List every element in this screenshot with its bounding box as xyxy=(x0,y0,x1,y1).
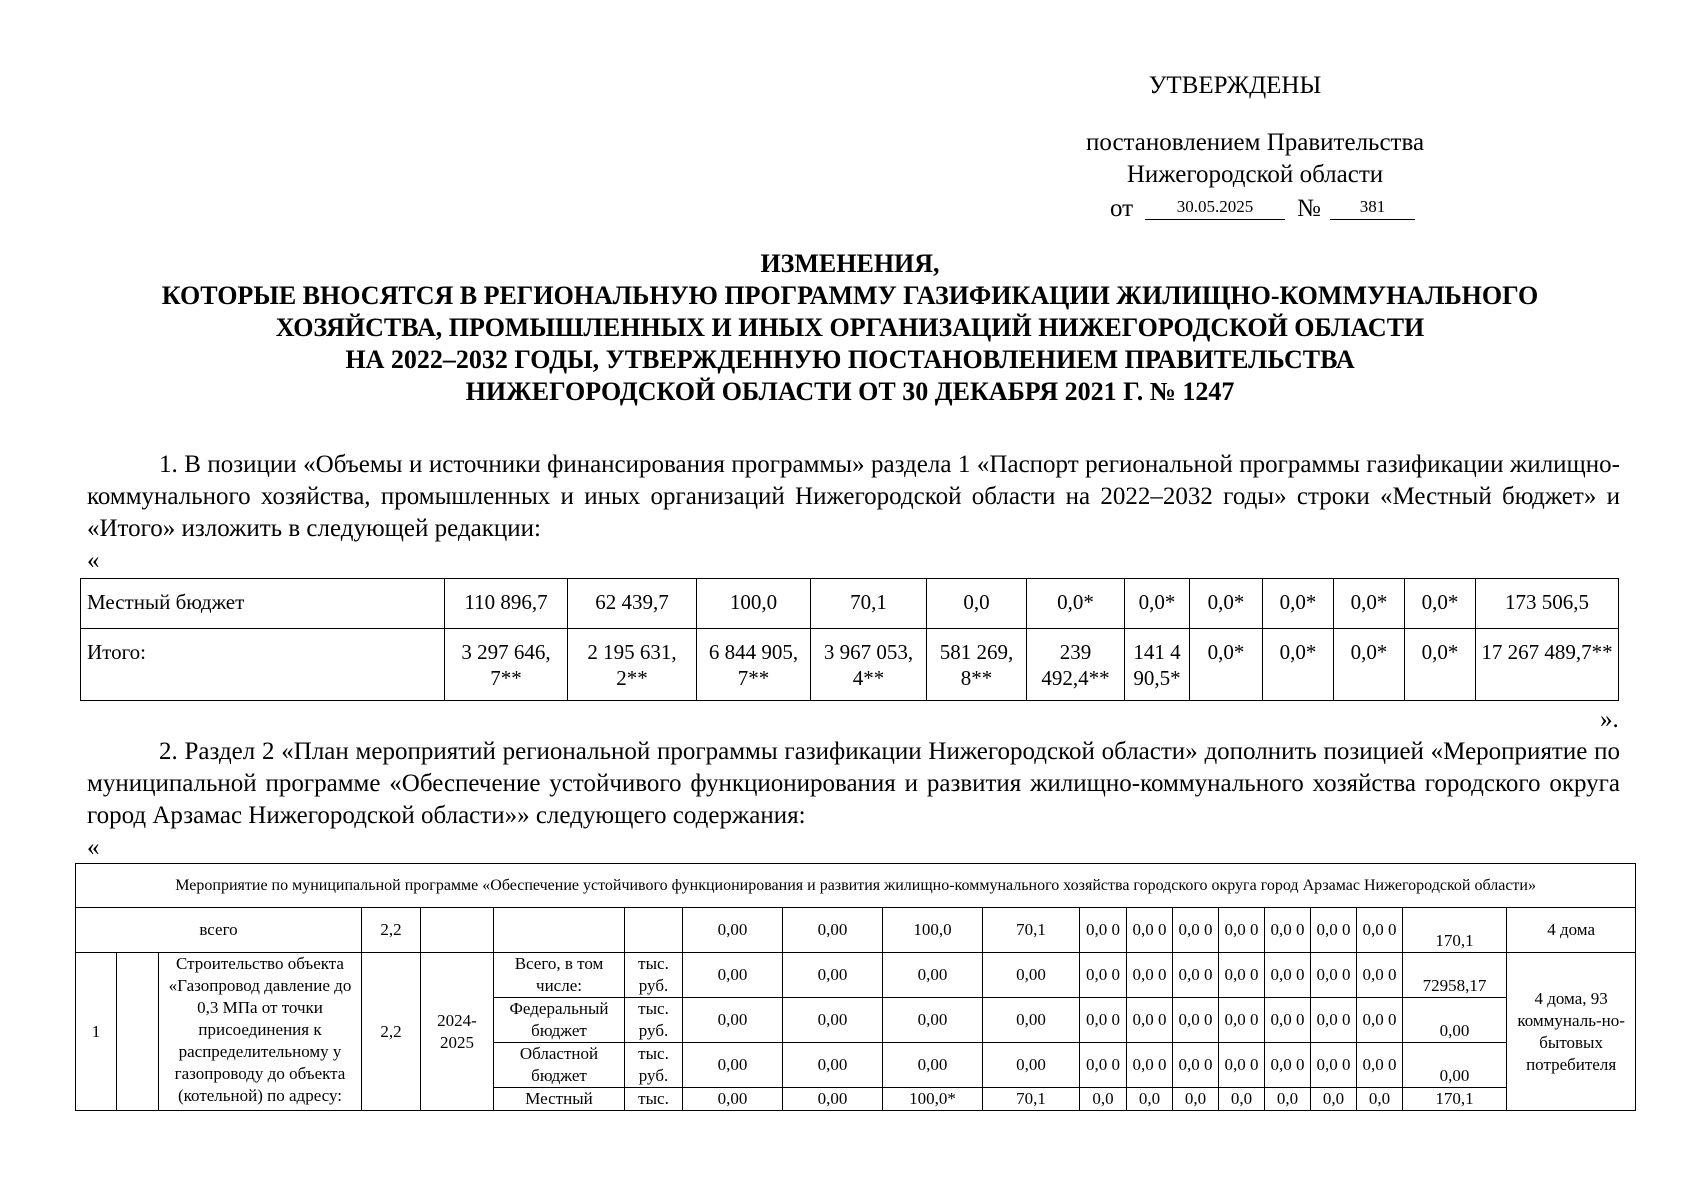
paragraph-1: 1. В позиции «Объемы и источники финансирования программы» раздела 1 «Паспорт региональной программы газификации жилищно-коммунального хозяйства, промышленных и иных организаций Нижегородской области на 2022–2032 годы» строки «Местный бюджет» и «Итого» изложить в следующей редакции: xyxy=(87,451,1620,542)
table-cell: 0,0 0 xyxy=(1219,908,1265,953)
table-cell: 0,00 xyxy=(683,953,783,998)
open-quote: « xyxy=(87,834,100,861)
row-label: Местный бюджет xyxy=(81,579,445,629)
source-cell: Областной бюджет xyxy=(494,1043,625,1088)
source-cell: Местный xyxy=(494,1088,625,1111)
table-cell: 0,0 xyxy=(1173,1088,1219,1111)
table-cell: 0,00 xyxy=(683,998,783,1043)
table-cell: 0,0* xyxy=(1190,579,1263,629)
table-cell: 0,0 0 xyxy=(1173,1043,1219,1088)
table-cell: 2 195 631, 2** xyxy=(568,629,697,701)
table-cell: 0,00 xyxy=(783,1043,883,1088)
table-cell: 0,0* xyxy=(1190,629,1263,701)
table-cell: 0,00 xyxy=(883,953,983,998)
table-cell: 0,0 0 xyxy=(1080,998,1127,1043)
table-cell: 2,2 xyxy=(362,908,421,953)
table-cell: 72958,17 xyxy=(1403,953,1507,998)
empty-cell xyxy=(117,953,159,1111)
table-cell: 0,00 xyxy=(983,953,1080,998)
table-cell: 0,00 xyxy=(983,1043,1080,1088)
table-cell: 0,0 0 xyxy=(1265,998,1311,1043)
unit-cell: тыс. руб. xyxy=(625,998,683,1043)
table-cell: 0,0 xyxy=(1080,1088,1127,1111)
item-object: Строительство объекта «Газопровод давление до 0,3 МПа от точки присоединения к распределительному у газопроводу до объекта (котельной) по адресу: xyxy=(159,953,362,1111)
table-cell: 0,0 0 xyxy=(1265,1043,1311,1088)
heading-line: ИЗМЕНЕНИЯ, xyxy=(760,249,940,278)
total-label: всего xyxy=(76,908,362,953)
table-cell: 0,00 xyxy=(783,998,883,1043)
table-cell: 173 506,5 xyxy=(1476,579,1619,629)
heading-line: КОТОРЫЕ ВНОСЯТСЯ В РЕГИОНАЛЬНУЮ ПРОГРАММУ ГАЗИФИКАЦИИ ЖИЛИЩНО-КОММУНАЛЬНОГО xyxy=(161,281,1539,310)
empty-cell xyxy=(625,908,683,953)
measures-title: Мероприятие по муниципальной программе «Обеспечение устойчивого функционирования и развития жилищно-коммунального хозяйства городского округа город Арзамас Нижегородской области» xyxy=(76,864,1636,908)
table-cell: 70,1 xyxy=(983,1088,1080,1111)
table-row xyxy=(76,864,1636,908)
item-number: 1 xyxy=(76,953,117,1111)
table-cell: 0,0* xyxy=(1405,579,1476,629)
table-row xyxy=(76,908,1636,953)
table-cell: 100,0* xyxy=(883,1088,983,1111)
table-cell: 0,0 0 xyxy=(1127,908,1173,953)
table-cell: 0,0* xyxy=(1263,629,1334,701)
table-cell: 0,0 0 xyxy=(1357,1043,1403,1088)
row-label: Итого: xyxy=(81,629,445,701)
table-cell: 110 896,7 xyxy=(445,579,568,629)
table-cell: 0,0 0 xyxy=(1127,1043,1173,1088)
table-cell: 0,00 xyxy=(683,908,783,953)
number-prefix: № xyxy=(1297,195,1321,222)
table-cell: 3 297 646, 7** xyxy=(445,629,568,701)
table-cell: 0,0* xyxy=(1334,629,1405,701)
table-cell: 0,0 0 xyxy=(1219,998,1265,1043)
table-cell: 0,00 xyxy=(683,1088,783,1111)
table-cell: 0,0 xyxy=(1265,1088,1311,1111)
table-cell: 0,0 0 xyxy=(1127,953,1173,998)
approval-authority: постановлением Правительства xyxy=(1085,129,1425,156)
table-cell: 0,00 xyxy=(983,998,1080,1043)
table-cell: 0,00 xyxy=(883,1043,983,1088)
item-result: 4 дома, 93 коммуналь-но-бытовых потребителя xyxy=(1507,953,1636,1111)
table-cell: 0,0 0 xyxy=(1219,1043,1265,1088)
table-cell: 6 844 905, 7** xyxy=(697,629,811,701)
table-cell: 0,0 xyxy=(927,579,1027,629)
table-cell: 100,0 xyxy=(697,579,811,629)
table-cell: 100,0 xyxy=(883,908,983,953)
measures-table xyxy=(75,863,1636,1111)
table-cell: 0,0 0 xyxy=(1127,998,1173,1043)
approval-number: 381 xyxy=(1330,197,1415,220)
heading-line: НИЖЕГОРОДСКОЙ ОБЛАСТИ ОТ 30 ДЕКАБРЯ 2021 Г. № 1247 xyxy=(465,377,1235,406)
unit-cell: тыс. руб. xyxy=(625,953,683,998)
table-cell: 0,0* xyxy=(1125,579,1190,629)
table-cell: 0,00 xyxy=(683,1043,783,1088)
table-cell: 0,00 xyxy=(1403,998,1507,1043)
table-cell: 0,0 0 xyxy=(1080,1043,1127,1088)
table-cell: 0,00 xyxy=(783,953,883,998)
table-cell: 0,0 0 xyxy=(1080,953,1127,998)
table-cell: 0,0 0 xyxy=(1311,953,1357,998)
table-cell: 0,0* xyxy=(1027,579,1125,629)
table-cell: 0,0 xyxy=(1311,1088,1357,1111)
table-cell: 0,0 xyxy=(1127,1088,1173,1111)
table-cell: 0,0 0 xyxy=(1311,1043,1357,1088)
table-cell: 70,1 xyxy=(811,579,927,629)
open-quote: « xyxy=(87,547,100,574)
table-cell: 239 492,4** xyxy=(1027,629,1125,701)
table-cell: 62 439,7 xyxy=(568,579,697,629)
table-cell: 0,0 0 xyxy=(1311,908,1357,953)
source-cell: Всего, в том числе: xyxy=(494,953,625,998)
approval-region: Нижегородской области xyxy=(1126,161,1384,188)
table-cell: 0,0 0 xyxy=(1357,953,1403,998)
approval-date: 30.05.2025 xyxy=(1145,197,1285,220)
table-cell: 0,0 0 xyxy=(1080,908,1127,953)
table-cell: 0,0 0 xyxy=(1173,953,1219,998)
table-cell: 0,00 xyxy=(883,998,983,1043)
table-row xyxy=(81,579,1619,629)
table-cell: 70,1 xyxy=(983,908,1080,953)
table-cell: 581 269, 8** xyxy=(927,629,1027,701)
result-cell: 4 дома xyxy=(1507,908,1636,953)
financing-table xyxy=(80,578,1619,701)
table-cell: 0,0* xyxy=(1263,579,1334,629)
unit-cell: тыс. xyxy=(625,1088,683,1111)
table-cell: 0,0 xyxy=(1219,1088,1265,1111)
table-cell: 0,00 xyxy=(783,1088,883,1111)
table-cell: 0,0 0 xyxy=(1357,998,1403,1043)
table-cell: 0,0 0 xyxy=(1219,953,1265,998)
source-cell: Федеральный бюджет xyxy=(494,998,625,1043)
paragraph-2: 2. Раздел 2 «План мероприятий региональной программы газификации Нижегородской области» дополнить позицией «Мероприятие по муниципальной программе «Обеспечение устойчивого функционирования и развития жилищно-коммунального хозяйства городского округа город Арзамас Нижегородской области»» следующего содержания: xyxy=(87,738,1620,829)
table-cell: 0,0* xyxy=(1334,579,1405,629)
table-cell: 0,0 0 xyxy=(1173,908,1219,953)
table-cell: 0,0 xyxy=(1357,1088,1403,1111)
date-prefix: от xyxy=(1110,195,1134,222)
document-heading xyxy=(70,248,1630,408)
table-cell: 0,0* xyxy=(1405,629,1476,701)
table-cell: 3 967 053, 4** xyxy=(811,629,927,701)
table-cell: 0,0 0 xyxy=(1265,908,1311,953)
close-quote: ». xyxy=(1600,706,1619,733)
table-cell: 0,00 xyxy=(783,908,883,953)
table-cell: 0,0 0 xyxy=(1265,953,1311,998)
heading-line: ХОЗЯЙСТВА, ПРОМЫШЛЕННЫХ И ИНЫХ ОРГАНИЗАЦИЙ НИЖЕГОРОДСКОЙ ОБЛАСТИ xyxy=(275,313,1425,342)
empty-cell xyxy=(421,908,494,953)
item-km: 2,2 xyxy=(362,953,421,1111)
table-cell: 0,0 0 xyxy=(1173,998,1219,1043)
heading-line: НА 2022–2032 ГОДЫ, УТВЕРЖДЕННУЮ ПОСТАНОВЛЕНИЕМ ПРАВИТЕЛЬСТВА xyxy=(345,345,1355,374)
table-cell: 0,0 0 xyxy=(1311,998,1357,1043)
table-cell: 141 4 90,5* xyxy=(1125,629,1190,701)
table-cell: 170,1 xyxy=(1403,1088,1507,1111)
empty-cell xyxy=(494,908,625,953)
table-cell: 0,00 xyxy=(1403,1043,1507,1088)
table-cell: 170,1 xyxy=(1403,908,1507,953)
table-row xyxy=(76,953,1636,998)
item-years: 2024-2025 xyxy=(421,953,494,1111)
table-row xyxy=(81,629,1619,701)
unit-cell: тыс. руб. xyxy=(625,1043,683,1088)
table-cell: 17 267 489,7** xyxy=(1476,629,1619,701)
approval-title: УТВЕРЖДЕНЫ xyxy=(1148,72,1322,99)
table-cell: 0,0 0 xyxy=(1357,908,1403,953)
